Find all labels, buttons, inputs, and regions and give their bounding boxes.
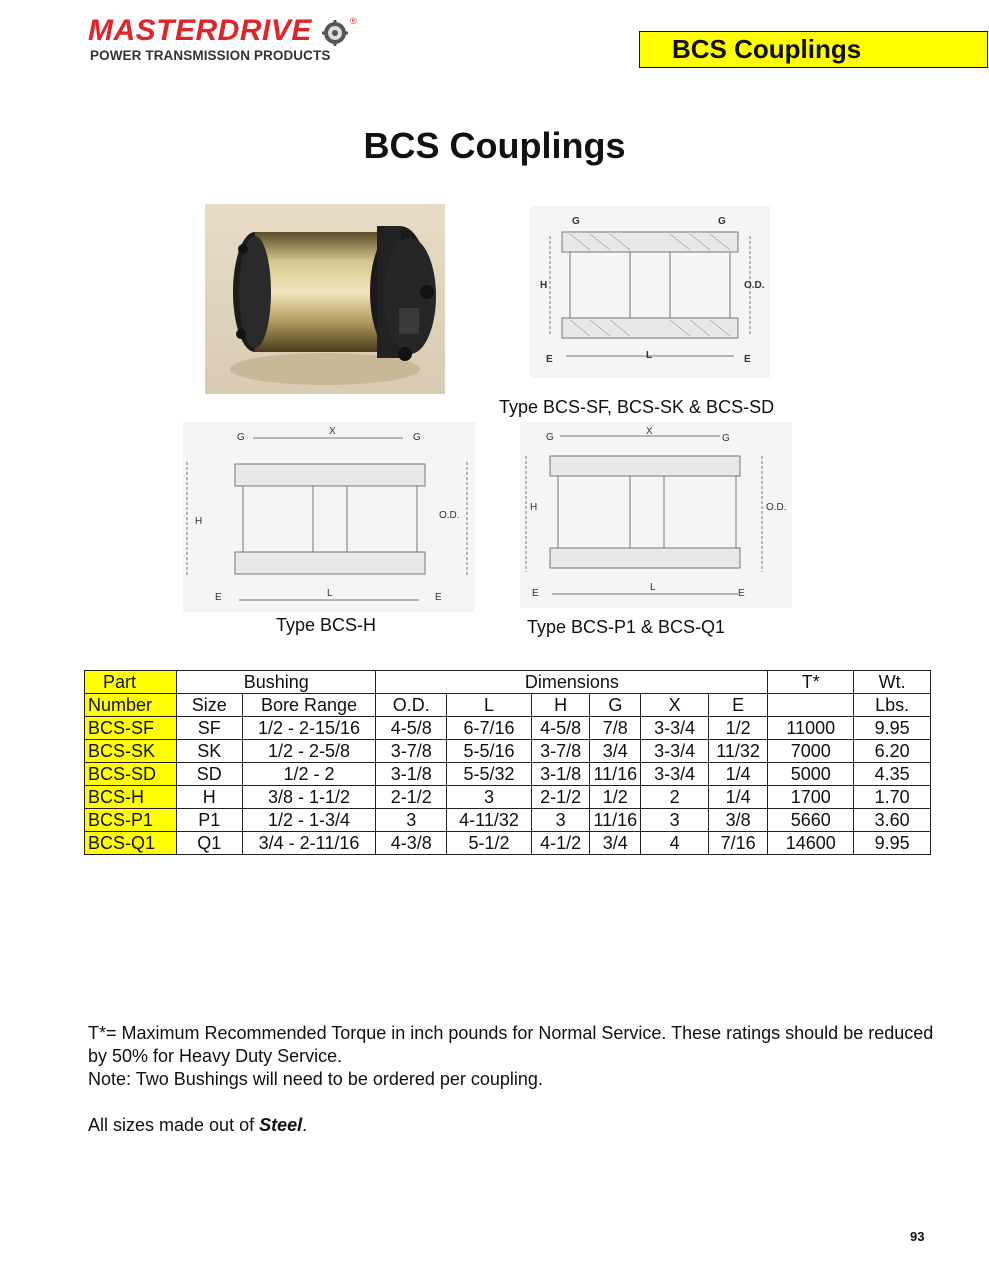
- label-od: O.D.: [766, 502, 787, 513]
- cell-weight: 4.35: [854, 763, 931, 786]
- cell-l: 5-1/2: [447, 832, 532, 855]
- cell-od: 3-7/8: [376, 740, 447, 763]
- header-number: Number: [85, 694, 177, 717]
- spec-table: [84, 670, 931, 855]
- header-bore: Bore Range: [242, 694, 376, 717]
- table-row: [85, 832, 931, 855]
- label-e-left: E: [546, 354, 553, 365]
- page-number: 93: [910, 1229, 925, 1244]
- table-row: [85, 740, 931, 763]
- cell-part: BCS-H: [85, 786, 177, 809]
- cell-g: 1/2: [590, 786, 641, 809]
- cell-weight: 9.95: [854, 717, 931, 740]
- gear-icon: [322, 20, 348, 46]
- cell-part: BCS-SD: [85, 763, 177, 786]
- caption-bcs-p1-q1: Type BCS-P1 & BCS-Q1: [527, 617, 726, 637]
- material-note-suffix: .: [302, 1115, 308, 1135]
- section-badge-label: BCS Couplings: [672, 34, 862, 64]
- cell-h: 4-1/2: [531, 832, 589, 855]
- table-header-row: [85, 671, 931, 694]
- label-x: X: [646, 426, 653, 437]
- cell-x: 3-3/4: [641, 763, 709, 786]
- logo-brand: MASTERDRIVE: [88, 14, 312, 47]
- cell-e: 1/2: [708, 717, 767, 740]
- cell-weight: 6.20: [854, 740, 931, 763]
- cell-bore: 1/2 - 2-15/16: [242, 717, 376, 740]
- label-g-left: G: [237, 432, 245, 443]
- caption-bcs-h: Type BCS-H: [276, 615, 377, 635]
- cell-size: SF: [177, 717, 242, 740]
- cell-bore: 1/2 - 2: [242, 763, 376, 786]
- label-od: O.D.: [744, 280, 765, 291]
- cell-size: P1: [177, 809, 242, 832]
- header-torque: T*: [768, 671, 854, 694]
- cell-size: SD: [177, 763, 242, 786]
- label-e-right: E: [738, 588, 745, 599]
- cell-bore: 3/4 - 2-11/16: [242, 832, 376, 855]
- label-e-right: E: [435, 592, 442, 603]
- label-h: H: [530, 502, 538, 513]
- cell-g: 11/16: [590, 809, 641, 832]
- cell-part: BCS-Q1: [85, 832, 177, 855]
- cell-od: 3: [376, 809, 447, 832]
- cell-size: Q1: [177, 832, 242, 855]
- label-l: L: [327, 588, 333, 599]
- cell-l: 5-5/32: [447, 763, 532, 786]
- cell-size: H: [177, 786, 242, 809]
- drawing-bcs-sf: [530, 206, 770, 378]
- material-note-prefix: All sizes made out of: [88, 1115, 260, 1135]
- page-title: BCS Couplings: [363, 125, 626, 166]
- header-e: E: [708, 694, 767, 717]
- material-steel: Steel: [259, 1115, 303, 1135]
- cell-e: 11/32: [708, 740, 767, 763]
- table-row: [85, 809, 931, 832]
- cell-torque: 7000: [768, 740, 854, 763]
- table-row: [85, 763, 931, 786]
- cell-size: SK: [177, 740, 242, 763]
- table-subheader-row: [85, 694, 931, 717]
- cell-h: 2-1/2: [531, 786, 589, 809]
- header-torque-sub: [768, 694, 854, 717]
- header-h: H: [531, 694, 589, 717]
- torque-note: T*= Maximum Recommended Torque in inch pounds for Normal Service. These ratings should be reduced by 50% for Heavy Duty Service.: [88, 1023, 934, 1066]
- header-l: L: [447, 694, 532, 717]
- cell-x: 4: [641, 832, 709, 855]
- label-e-right: E: [744, 354, 751, 365]
- label-g-right: G: [718, 216, 726, 227]
- label-l: L: [650, 582, 656, 593]
- cell-torque: 1700: [768, 786, 854, 809]
- table-row: [85, 717, 931, 740]
- cell-x: 2: [641, 786, 709, 809]
- cell-x: 3-3/4: [641, 740, 709, 763]
- cell-od: 4-3/8: [376, 832, 447, 855]
- cell-g: 7/8: [590, 717, 641, 740]
- cell-e: 1/4: [708, 786, 767, 809]
- cell-od: 3-1/8: [376, 763, 447, 786]
- caption-bcs-sf: Type BCS-SF, BCS-SK & BCS-SD: [499, 397, 775, 417]
- label-h: H: [540, 280, 548, 291]
- logo-subtitle: POWER TRANSMISSION PRODUCTS: [90, 48, 331, 63]
- cell-l: 6-7/16: [447, 717, 532, 740]
- drawing-bcs-h: [183, 422, 475, 612]
- coupling-photo: [205, 204, 445, 394]
- header-part: Part: [85, 671, 177, 694]
- label-l: L: [646, 350, 653, 361]
- cell-weight: 9.95: [854, 832, 931, 855]
- cell-x: 3: [641, 809, 709, 832]
- section-badge: [639, 31, 988, 68]
- cell-part: BCS-SF: [85, 717, 177, 740]
- cell-g: 3/4: [590, 832, 641, 855]
- header-od: O.D.: [376, 694, 447, 717]
- cell-g: 11/16: [590, 763, 641, 786]
- header-x: X: [641, 694, 709, 717]
- header-weight: Wt.: [854, 671, 931, 694]
- footnotes: [88, 1022, 948, 1137]
- header-lbs: Lbs.: [854, 694, 931, 717]
- cell-torque: 14600: [768, 832, 854, 855]
- table-row: [85, 786, 931, 809]
- label-h: H: [195, 516, 203, 527]
- drawing-bcs-p1-q1: [520, 422, 792, 608]
- header-g: G: [590, 694, 641, 717]
- cell-part: BCS-P1: [85, 809, 177, 832]
- cell-e: 3/8: [708, 809, 767, 832]
- label-od: O.D.: [439, 510, 460, 521]
- label-e-left: E: [532, 588, 539, 599]
- cell-torque: 5000: [768, 763, 854, 786]
- cell-e: 1/4: [708, 763, 767, 786]
- cell-g: 3/4: [590, 740, 641, 763]
- label-g-right: G: [413, 432, 421, 443]
- cell-h: 3-1/8: [531, 763, 589, 786]
- cell-weight: 3.60: [854, 809, 931, 832]
- label-e-left: E: [215, 592, 222, 603]
- cell-torque: 11000: [768, 717, 854, 740]
- material-note: [88, 1114, 948, 1137]
- cell-h: 3: [531, 809, 589, 832]
- cell-bore: 1/2 - 2-5/8: [242, 740, 376, 763]
- cell-torque: 5660: [768, 809, 854, 832]
- cell-h: 3-7/8: [531, 740, 589, 763]
- header-dimensions: Dimensions: [376, 671, 768, 694]
- header-bushing: Bushing: [177, 671, 376, 694]
- cell-bore: 1/2 - 1-3/4: [242, 809, 376, 832]
- label-x: X: [329, 426, 336, 437]
- cell-od: 4-5/8: [376, 717, 447, 740]
- header-size: Size: [177, 694, 242, 717]
- label-g-left: G: [572, 216, 580, 227]
- cell-l: 4-11/32: [447, 809, 532, 832]
- label-g-right: G: [722, 433, 730, 444]
- cell-part: BCS-SK: [85, 740, 177, 763]
- cell-l: 3: [447, 786, 532, 809]
- cell-x: 3-3/4: [641, 717, 709, 740]
- cell-od: 2-1/2: [376, 786, 447, 809]
- label-g-left: G: [546, 432, 554, 443]
- bushing-note: Note: Two Bushings will need to be ordered per coupling.: [88, 1069, 543, 1089]
- cell-l: 5-5/16: [447, 740, 532, 763]
- masterdrive-logo: [88, 14, 368, 66]
- cell-h: 4-5/8: [531, 717, 589, 740]
- cell-weight: 1.70: [854, 786, 931, 809]
- registered-mark: ®: [350, 16, 357, 26]
- cell-e: 7/16: [708, 832, 767, 855]
- cell-bore: 3/8 - 1-1/2: [242, 786, 376, 809]
